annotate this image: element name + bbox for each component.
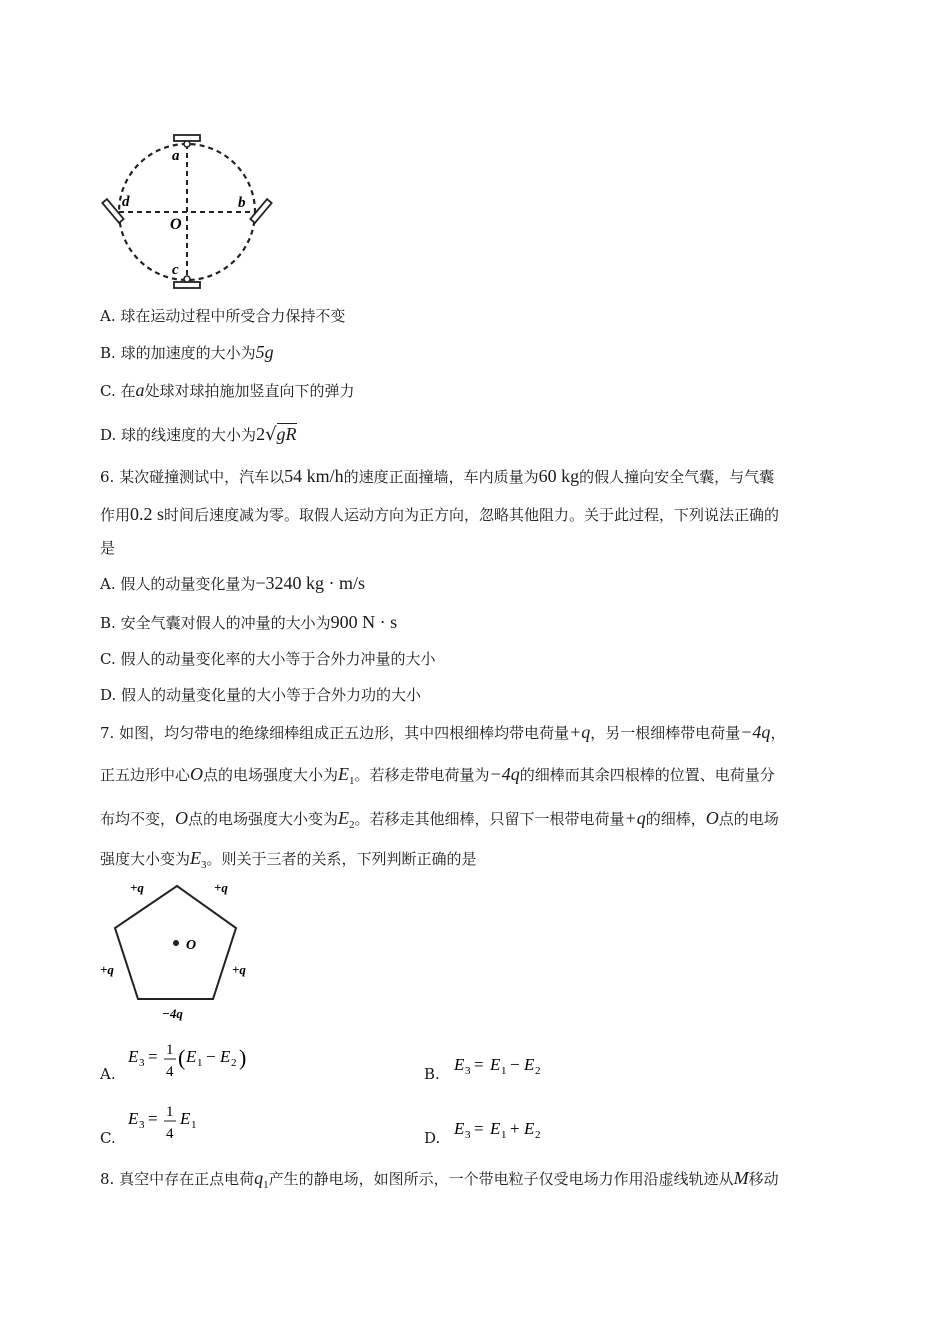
svg-text:(: (: [178, 1045, 186, 1070]
q7-option-c[interactable]: C. E 3 = 1 4 E 1: [100, 1102, 300, 1146]
svg-text:4: 4: [166, 1126, 174, 1142]
q7-option-a-formula: [126, 1040, 276, 1084]
svg-text:E: E: [524, 1055, 535, 1074]
svg-text:2: 2: [535, 1065, 541, 1077]
q7-stem-line4: 强度大小变为$E_3$。则关于三者的关系，下列判断正确的是: [100, 848, 477, 871]
q8-stem-line1: 8. 真空中存在正点电荷$q_1$产生的静电场，如图所示，一个带电粒子仅受电场力作用沿虚线轨迹从M移动: [100, 1168, 779, 1191]
q7-charge-left: +q: [100, 962, 114, 977]
q5-label-a: a: [172, 148, 180, 164]
svg-text:E: E: [524, 1119, 535, 1138]
q7-option-a[interactable]: A. E 3 = 1 4 ( E 1 − E 2 ): [100, 1040, 340, 1084]
svg-text:3: 3: [465, 1065, 471, 1077]
svg-text:2: 2: [231, 1057, 237, 1069]
svg-text:1: 1: [501, 1065, 507, 1077]
q7-stem-line1: 7. 如图，均匀带电的绝缘细棒组成正五边形，其中四根细棒均带电荷量+q，另一根细棒带电荷量−4q，: [100, 722, 786, 742]
q7-pentagon-figure: [96, 876, 266, 1026]
svg-text:1: 1: [191, 1119, 197, 1131]
q7-option-b-formula: [452, 1050, 582, 1080]
svg-text:E: E: [180, 1109, 191, 1128]
svg-text:E: E: [220, 1047, 231, 1066]
q6-stem-line3: 是: [100, 539, 116, 557]
svg-text:+: +: [510, 1119, 520, 1138]
q6-option-c[interactable]: C. 假人的动量变化率的大小等于合外力冲量的大小: [100, 650, 436, 668]
svg-text:−: −: [206, 1047, 216, 1066]
q5-option-a[interactable]: A. 球在运动过程中所受合力保持不变: [100, 307, 346, 325]
q5-label-c: c: [172, 262, 179, 278]
svg-text:3: 3: [139, 1057, 145, 1069]
svg-text:4: 4: [166, 1064, 174, 1080]
q7-option-c-formula: [126, 1102, 226, 1146]
svg-text:3: 3: [139, 1119, 145, 1131]
svg-text:=: =: [148, 1047, 158, 1066]
q7-charge-bottom: −4q: [162, 1006, 183, 1021]
svg-text:1: 1: [166, 1104, 174, 1120]
svg-text:=: =: [474, 1119, 484, 1138]
q7-stem-line2: 正五边形中心O点的电场强度大小为$E_1$。若移走带电荷量为−4q的细棒而其余四根棒的位置、电荷量分: [100, 764, 775, 787]
svg-text:=: =: [148, 1109, 158, 1128]
q7-charge-right: +q: [232, 962, 246, 977]
svg-text:1: 1: [501, 1129, 507, 1141]
svg-text:1: 1: [166, 1042, 174, 1058]
q6-option-d[interactable]: D. 假人的动量变化量的大小等于合外力功的大小: [100, 686, 422, 704]
svg-text:3: 3: [465, 1129, 471, 1141]
svg-text:E: E: [128, 1109, 139, 1128]
q6-option-a[interactable]: A. 假人的动量变化量为−3240 kg · m/s: [100, 573, 366, 593]
svg-text:): ): [239, 1045, 247, 1070]
q7-center-label: O: [186, 938, 197, 953]
q5-circle-figure: [98, 132, 278, 292]
svg-text:2: 2: [535, 1129, 541, 1141]
q7-charge-topright: +q: [214, 880, 228, 895]
svg-text:−: −: [510, 1055, 520, 1074]
svg-text:E: E: [454, 1119, 465, 1138]
q7-option-d[interactable]: D. E 3 = E 1 + E 2: [424, 1114, 624, 1148]
q5-label-O: O: [170, 216, 182, 233]
q6-stem-line1: 6. 某次碰撞测试中，汽车以54 km/h的速度正面撞墙，车内质量为60 kg的假人撞向安全气囊，与气囊: [100, 466, 775, 486]
q5-option-b[interactable]: B. 球的加速度的大小为5g: [100, 342, 274, 362]
q5-option-d[interactable]: D. 球的线速度的大小为2√gR: [100, 424, 297, 445]
q7-stem-line3: 布均不变，O点的电场强度大小变为$E_2$。若移走其他细棒，只留下一根带电荷量+q的细棒，O点的电场: [100, 808, 779, 831]
svg-text:1: 1: [197, 1057, 203, 1069]
q6-option-b[interactable]: B. 安全气囊对假人的冲量的大小为900 N · s: [100, 612, 398, 632]
q5-label-d: d: [122, 194, 130, 210]
q5-option-c[interactable]: C. 在a处球对球拍施加竖直向下的弹力: [100, 380, 355, 400]
svg-text:E: E: [490, 1055, 501, 1074]
q6-stem-line2: 作用0.2 s时间后速度减为零。取假人运动方向为正方向，忽略其他阻力。关于此过程，下列说法正确的: [100, 504, 780, 524]
sqrt-sign: √: [265, 424, 277, 445]
q7-option-d-formula: [452, 1114, 582, 1144]
svg-text:E: E: [490, 1119, 501, 1138]
svg-text:E: E: [186, 1047, 197, 1066]
svg-text:=: =: [474, 1055, 484, 1074]
svg-text:E: E: [454, 1055, 465, 1074]
svg-text:E: E: [128, 1047, 139, 1066]
q5-label-b: b: [238, 195, 246, 211]
q7-charge-topleft: +q: [130, 880, 144, 895]
q7-option-b[interactable]: B. E 3 = E 1 − E 2: [424, 1050, 624, 1084]
